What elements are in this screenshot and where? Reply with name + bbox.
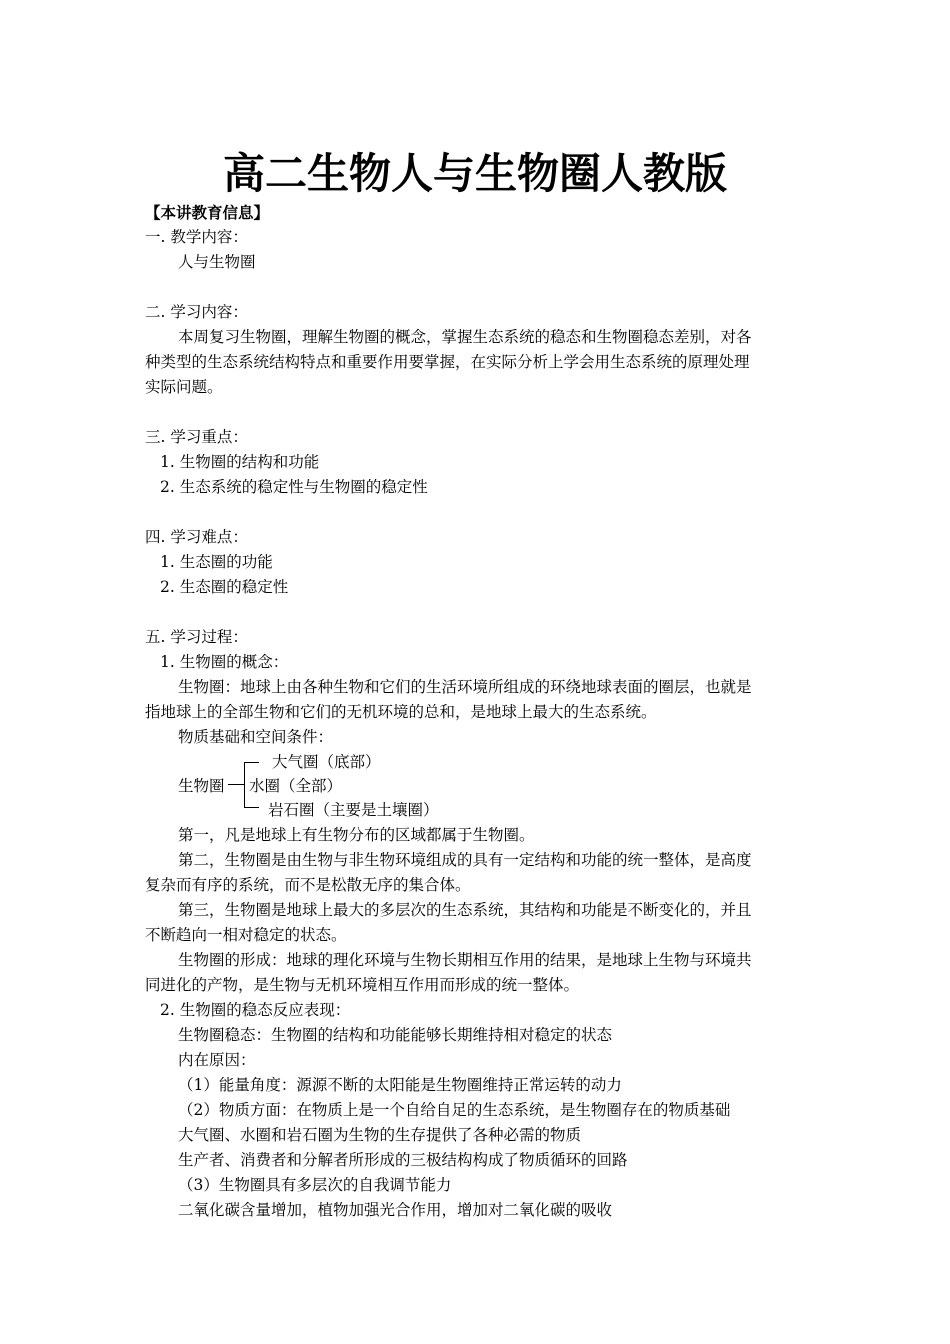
stability-line: （1）能量角度：源源不断的太阳能是生物圈维持正常运转的动力 (178, 1076, 622, 1094)
diagram-root: 生物圈 (178, 777, 225, 795)
point-line: 同进化的产物，是生物与无机环境相互作用而形成的统一整体。 (145, 976, 580, 994)
document-title: 高二生物人与生物圈人教版 (222, 149, 727, 198)
stability-line: 生物圈稳态：生物圈的结构和功能能够长期维持相对稳定的状态 (178, 1026, 613, 1044)
teaching-content-body: 人与生物圈 (178, 253, 256, 271)
subheading-stability: 2. 生物圈的稳态反应表现： (160, 1001, 351, 1019)
stability-line: （2）物质方面：在物质上是一个自给自足的生态系统，是生物圈存在的物质基础 (178, 1101, 731, 1119)
point-line: 不断趋向一相对稳定的状态。 (145, 926, 347, 944)
stability-line: 生产者、消费者和分解者所形成的三极结构构成了物质循环的回路 (178, 1151, 628, 1169)
point-line: 生物圈的形成：地球的理化环境与生物长期相互作用的结果，是地球上生物与环境共 (178, 951, 752, 969)
difficulty-item: 1. 生态圈的功能 (160, 553, 273, 571)
heading-learning-process: 五. 学习过程： (145, 628, 248, 646)
concept-line: 指地球上的全部生物和它们的无机环境的总和，是地球上最大的生态系统。 (145, 703, 657, 721)
stability-line: 内在原因： (178, 1051, 256, 1069)
point-line: 第一，凡是地球上有生物分布的区域都属于生物圈。 (178, 826, 535, 844)
diagram-lithosphere: 岩石圈（主要是土壤圈） (268, 801, 439, 819)
heading-difficulties: 四. 学习难点： (145, 528, 248, 546)
concept-line: 生物圈：地球上由各种生物和它们的生活环境所组成的环绕地球表面的圈层，也就是 (178, 678, 752, 696)
stability-line: 二氧化碳含量增加，植物加强光合作用，增加对二氧化碳的吸收 (178, 1201, 613, 1219)
heading-learning-content: 二. 学习内容： (145, 303, 248, 321)
point-line: 第二，生物圈是由生物与非生物环境组成的具有一定结构和功能的统一整体，是高度 (178, 851, 752, 869)
subheading-concept: 1. 生物圈的概念： (160, 653, 289, 671)
point-line: 复杂而有序的系统，而不是松散无序的集合体。 (145, 876, 471, 894)
learning-content-line: 本周复习生物圈，理解生物圈的概念，掌握生态系统的稳态和生物圈稳态差别，对各 (178, 328, 752, 346)
stability-line: （3）生物圈具有多层次的自我调节能力 (178, 1176, 452, 1194)
heading-key-points: 三. 学习重点： (145, 428, 248, 446)
heading-teaching-content: 一. 教学内容： (145, 228, 248, 246)
stability-line: 大气圈、水圈和岩石圈为生物的生存提供了各种必需的物质 (178, 1126, 582, 1144)
diagram-connector (228, 784, 244, 785)
diagram-atmosphere: 大气圈（底部） (272, 753, 381, 771)
key-point-item: 1. 生物圈的结构和功能 (160, 453, 320, 471)
difficulty-item: 2. 生态圈的稳定性 (160, 578, 289, 596)
learning-content-line: 种类型的生态系统结构特点和重要作用要掌握，在实际分析上学会用生态系统的原理处理 (145, 353, 750, 371)
section-header: 【本讲教育信息】 (145, 203, 270, 222)
point-line: 第三，生物圈是地球上最大的多层次的生态系统，其结构和功能是不断变化的，并且 (178, 901, 752, 919)
conditions-label: 物质基础和空间条件： (178, 728, 334, 746)
diagram-hydrosphere: 水圈（全部） (249, 777, 343, 795)
key-point-item: 2. 生态系统的稳定性与生物圈的稳定性 (160, 478, 428, 496)
learning-content-line: 实际问题。 (145, 378, 223, 396)
